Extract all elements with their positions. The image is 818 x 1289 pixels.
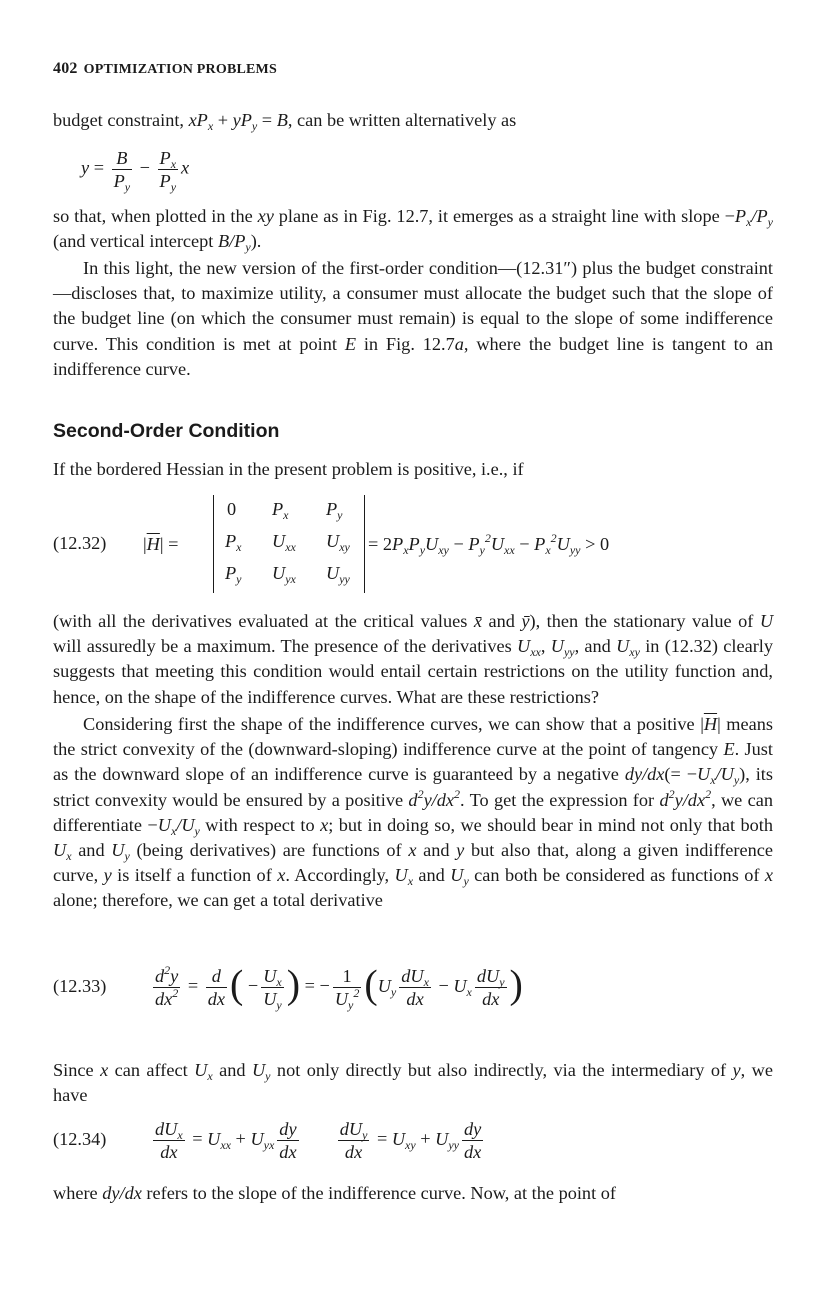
equation-label-12-33: (12.33) xyxy=(53,976,107,996)
budget-equation: y = $\frac{B}{P_y}$ − $\frac{P_x}{P_y}$ x xyxy=(81,148,190,194)
running-title: OPTIMIZATION PROBLEMS xyxy=(83,62,277,77)
determinant-lhs: $|\overline{H}|$ = xyxy=(143,534,179,554)
bordered-hessian-matrix: 0 $P_x$ $P_y$ $P_x$ $U_{xx}$ $U_{xy}$ $P_y$ $U_{yx}$ $U_{yy}$ xyxy=(213,495,365,593)
paragraph-slope-of-curve: where dy/dx refers to the slope of the indifference curve. Now, at the point of xyxy=(53,1183,616,1203)
paragraph-bordered-hessian: If the bordered Hessian in the present problem is positive, i.e., if xyxy=(53,459,524,479)
paragraph-stationary-value: (with all the derivatives evaluated at the critical values x̄ and ȳ), then the stationary value of U will assuredly be a maximum. The presence of the derivatives $U_{xx}$, $U_{yy}$, and $U_{xy}$ in (12.32) clearly suggests that meeting this condition would entail certain restrictions on the utility function and, hence, on the shape of the indifference curves. What are these restrictions? xyxy=(53,611,774,707)
paragraph-first-order: In this light, the new version of the first-order condition—(12.31″) plus the budget constraint—discloses that, to maximize utility, a consumer must allocate the budget such that the slope of the budget line (on which the consumer must remain) is equal to the slope of some indifference curve. This condition is met at point E in Fig. 12.7a, where the budget line is tangent to an indifference curve. xyxy=(53,258,773,379)
intro-line: budget constraint, $xP_x + yP_y = B$, can be written alternatively as xyxy=(53,110,517,133)
paragraph-convexity: Considering first the shape of the indifference curves, we can show that a positive $|\overline{H}|$ means the strict convexity of the (downward-sloping) indifference curve at the point of tangency E. Just as the downward slope of an indifference curve is guaranteed by a negative $dy/dx(= -U_x/U_y)$, its strict convexity would be ensured by a positive $d^2y/dx^2$. To get the expression for $d^2y/dx^2$, we can differentiate $-U_x/U_y$ with respect to x; but in doing so, we should bear in mind not only that both $U_x$ and $U_y$ (being derivatives) are functions of x and y but also that, along a given indifference curve, y is itself a function of x. Accordingly, $U_x$ and $U_y$ can both be considered as functions of x alone; therefore, we can get a total derivative xyxy=(53,714,774,911)
equation-12-33: $\frac{d^2y}{dx^2}$ = $\frac{d}{dx}$ ( − $\frac{U_x}{U_y}$ ) = − $\frac{1}{U_y^2}$ ($U_y$ $\frac{dU_x}{dx}$ − $U_x$ $\frac{dU_y}{dx}$ ) xyxy=(155,961,523,1012)
equation-12-34: $\frac{dU_x}{dx}$ = $U_{xx} + U_{yx}$ $\frac{dy}{dx}$ $\frac{dU_y}{dx}$ = $U_{xy} + U_{yy}$ $\frac{dy}{dx}$ xyxy=(155,1119,482,1162)
page-header xyxy=(53,60,277,78)
section-heading: Second-Order Condition xyxy=(53,420,280,442)
equation-label-12-32: (12.32) xyxy=(53,533,107,553)
paragraph-indirect-effect: Since x can affect $U_x$ and $U_y$ not only directly but also indirectly, via the intermediary of y, we have xyxy=(53,1060,773,1106)
page-number: 402 xyxy=(53,60,78,77)
paragraph-slope: so that, when plotted in the xy plane as in Fig. 12.7, it emerges as a straight line with slope $-P_x/P_y$ (and vertical intercept $B/P_y$). xyxy=(53,206,773,255)
equation-label-12-34: (12.34) xyxy=(53,1129,107,1149)
determinant-rhs: = $2P_xP_yU_{xy} - P_y^2U_{xx} - P_x^2U_{yy} > 0$ xyxy=(368,531,610,557)
